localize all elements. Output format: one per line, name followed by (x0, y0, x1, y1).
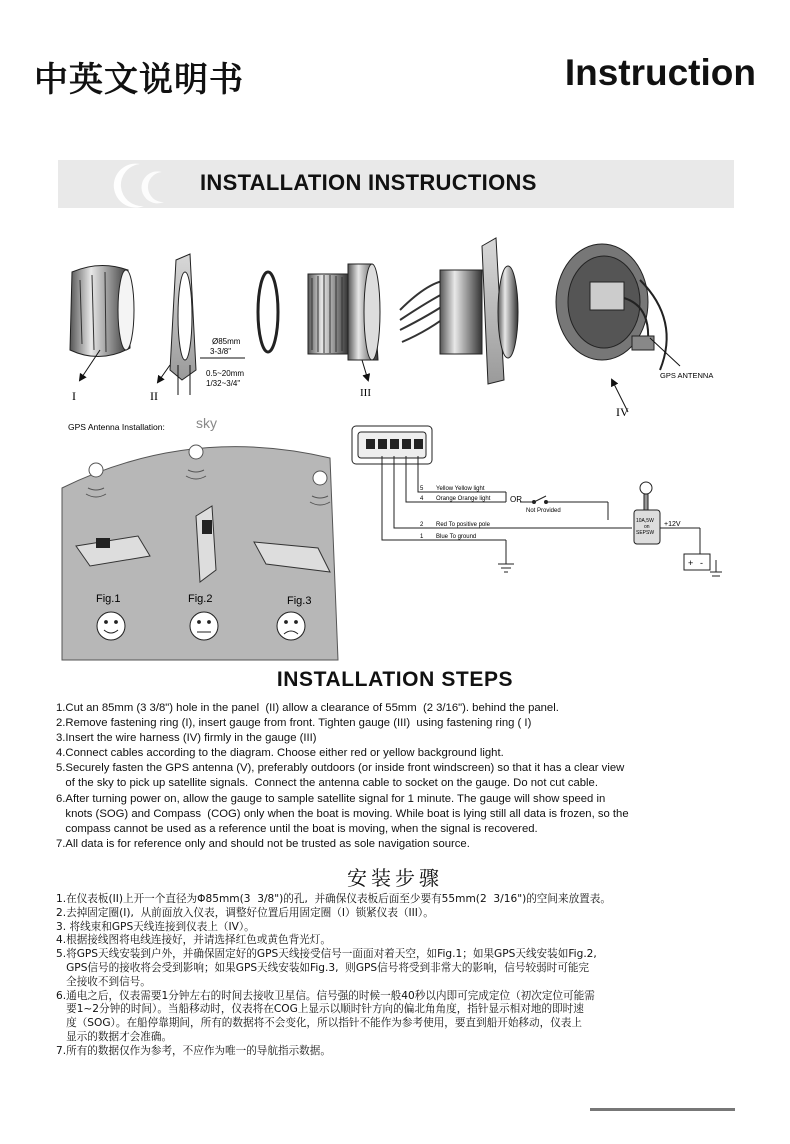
step-line: 4.Connect cables according to the diagram. Choose either red or yellow background light. (56, 747, 504, 760)
sky-label: sky (196, 415, 217, 431)
step-line-cn: 6.通电之后，仪表需要1分钟左右的时间去接收卫星信。信号强的时候一般40秒以内即可完成定位（初次定位可能需 (56, 989, 595, 1002)
fig-label-2: Fig.2 (188, 593, 213, 605)
step-line-cn: 显示的数据才会准确。 (56, 1030, 173, 1043)
step-line: 1.Cut an 85mm (3 3/8") hole in the panel (II) allow a clearance of 55mm (2 3/16"). behind the panel. (56, 702, 559, 714)
title-english: Instruction (564, 52, 756, 93)
step-line: 2.Remove fastening ring (I), insert gauge from front. Tighten gauge (III) using fastening ring ( I) (56, 717, 532, 730)
fig2-antenna-plate (196, 506, 216, 582)
pin1-desc: Blue To ground (436, 534, 477, 540)
installation-diagram (0, 220, 790, 670)
installation-steps-english (56, 701, 740, 852)
switch-terminal (532, 500, 536, 504)
fuse-label-1: 10A,5W (636, 518, 654, 524)
svg-text:-: - (700, 558, 703, 568)
step-line: knots (SOG) and Compass (COG) only when the boat is moving. While boat is lying still all data is frozen, so the (56, 807, 629, 820)
step-line-cn: 全接收不到信号。 (56, 975, 151, 988)
step-line: 7.All data is for reference only and should not be trusted as sole navigation source. (56, 837, 470, 850)
wiring-connector (352, 426, 432, 464)
gps-antenna-label: GPS ANTENNA (660, 371, 714, 380)
banner-title: INSTALLATION INSTRUCTIONS (200, 170, 537, 195)
step-line-cn: 5.将GPS天线安装到户外，并确保固定好的GPS天线接受信号一面面对着天空，如Fig.1；如果GPS天线安装如Fig.2, (56, 948, 597, 961)
panel-thickness-in: 1/32~3/4" (206, 379, 241, 388)
step-line-cn: 要1~2分钟的时间）。当船移动时，仪表将在COG上显示以顺时针方向的偏北角角度，指针显示相对地的即时速 (56, 1003, 584, 1016)
part-label-i: I (72, 389, 76, 403)
pin4-desc: Orange Orange light (436, 496, 491, 502)
pin1-number: 1 (420, 534, 424, 540)
fuse-label-3: SEPSW (636, 530, 655, 536)
moon-logo-icon (110, 158, 180, 210)
satellite-icon (313, 471, 327, 485)
sad-face-icon (277, 612, 305, 640)
panel-thickness-mm: 0.5~20mm (206, 369, 245, 378)
pin5-desc: Yellow Yellow light (436, 486, 485, 492)
ignition-key-icon (640, 482, 652, 510)
gauge-body-part (308, 264, 380, 360)
installation-steps-chinese (56, 893, 746, 1059)
part-label-iii: III (360, 387, 371, 399)
footer-divider (590, 1108, 735, 1111)
pin2-desc: Red To positive pole (436, 522, 490, 528)
step-line: 3.Insert the wire harness (IV) firmly in the gauge (III) (56, 732, 317, 745)
assembled-gauge (400, 238, 518, 384)
fig1-antenna (96, 538, 110, 548)
step-line-cn: GPS信号的接收将会受到影响；如果GPS天线安装如Fig.3, 则GPS信号将受到非常大的影响，信号较弱时可能完 (56, 961, 590, 974)
part-label-iv: IV (616, 405, 629, 419)
not-provided-label: Not Provided (526, 508, 561, 514)
installation-steps-heading-cn: 安装步骤 (347, 866, 443, 890)
fig-label-3: Fig.3 (287, 595, 312, 607)
step-line-cn: 2.去掉固定圈(I), 从前面放入仪表，调整好位置后用固定圈（I）锁紧仪表（III）。 (56, 906, 434, 919)
step-line: 5.Securely fasten the GPS antenna (V), preferably outdoors (or inside front windscreen) so that it has a clear view (56, 762, 625, 775)
panel-part (170, 254, 196, 380)
fig-label-1: Fig.1 (96, 593, 121, 605)
step-line-cn: 3. 将线束和GPS天线连接到仪表上（IV）。 (56, 920, 255, 933)
installation-steps-heading: INSTALLATION STEPS (276, 668, 514, 691)
o-ring-part (258, 272, 278, 352)
fastening-ring-part (70, 265, 134, 356)
pin4-number: 4 (420, 496, 424, 502)
step-line-cn: 4.根据接线图将电线连接好，并请选择红色或黄色背光灯。 (56, 934, 331, 947)
battery-icon (684, 554, 710, 570)
title-chinese: 中英文说明书 (34, 60, 244, 100)
gps-install-label: GPS Antenna Installation: (68, 422, 165, 432)
hole-diameter-in: 3-3/8" (210, 347, 232, 356)
fuse-label-2: on (644, 524, 650, 530)
part-label-ii: II (150, 389, 158, 403)
step-line-cn: 度（SOG）。在船停靠期间，所有的数据将不会变化，所以指针不能作为参考使用，要直到船开始移动，仪表上 (56, 1017, 582, 1030)
step-line-cn: 1.在仪表板(II)上开一个直径为Φ85mm(3 3/8")的孔, 并确保仪表板后面至少要有55mm(2 3/16")的空间来放置表。 (56, 893, 611, 905)
step-line: of the sky to pick up satellite signals. Connect the antenna cable to socket on the gauge. Do not cut cable. (56, 777, 598, 790)
svg-text:+: + (688, 558, 694, 568)
hole-diameter-mm: Ø85mm (212, 337, 241, 346)
step-line-cn: 7.所有的数据仅作为参考，不应作为唯一的导航指示数据。 (56, 1044, 331, 1057)
fig2-antenna (202, 520, 212, 534)
step-line: 6.After turning power on, allow the gauge to sample satellite signal for 1 minute. The gauge will show speed in (56, 792, 606, 805)
step-line: compass cannot be used as a reference until the boat is moving, when the signal is recovered. (56, 822, 538, 835)
gauge-back-harness (556, 244, 667, 370)
switch-terminal (544, 500, 548, 504)
pin5-number: 5 (420, 486, 424, 492)
pin2-number: 2 (420, 522, 424, 528)
voltage-label: +12V (664, 521, 681, 528)
satellite-icon (89, 463, 103, 477)
or-label: OR (510, 495, 522, 504)
neutral-face-icon (190, 612, 218, 640)
satellite-icon (189, 445, 203, 459)
happy-face-icon (97, 612, 125, 640)
